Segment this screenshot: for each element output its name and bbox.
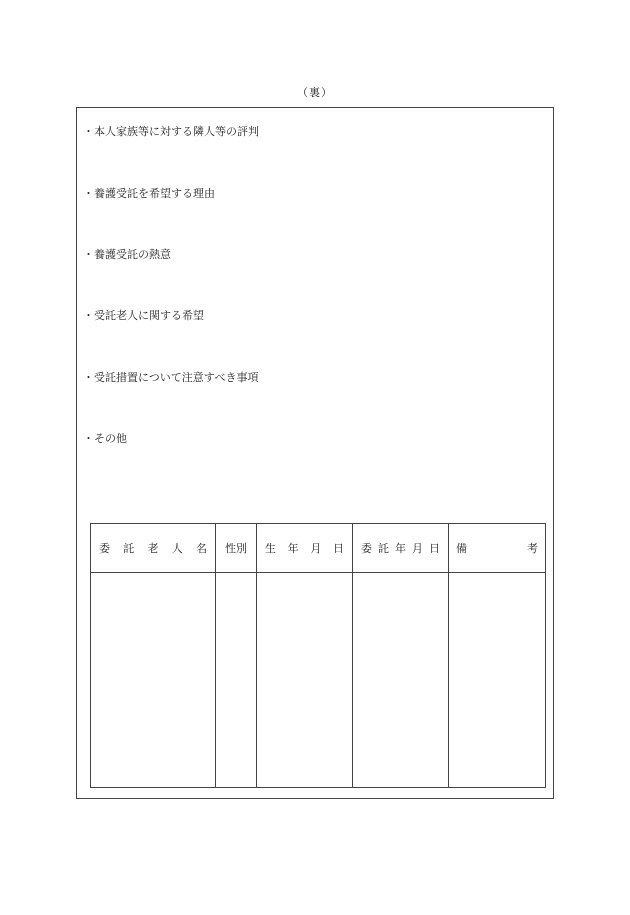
header-char: 備 [456,542,467,555]
cell-remarks[interactable] [449,573,546,788]
section-label: 受託老人に関する希望 [94,309,204,322]
header-char: 託 [123,542,135,555]
header-entrust-date [353,524,449,573]
section-label: 本人家族等に対する隣人等の評判 [94,125,259,138]
header-gender-label: 性別 [225,542,247,555]
header-char: 老 [147,542,159,555]
section-label: その他 [94,432,127,445]
bullet-mark: ・ [83,248,94,261]
header-char: 年 [395,542,406,555]
section-label: 養護受託の熱意 [94,248,171,261]
header-char: 委 [99,542,110,555]
section-label: 養護受託を希望する理由 [94,187,215,200]
table-row [91,573,546,788]
header-char: 日 [429,542,440,555]
cell-entrust-date[interactable] [353,573,449,788]
bullet-mark: ・ [83,432,94,445]
section-preferences [83,309,204,323]
section-label: 受託措置について注意すべき事項 [94,371,259,384]
header-char: 日 [332,542,344,555]
section-reason-for-application [83,187,215,201]
header-char: 生 [265,542,276,555]
section-other [83,432,127,446]
bullet-mark: ・ [83,309,94,322]
header-char: 人 [171,542,183,555]
bullet-mark: ・ [83,125,94,138]
section-precautions [83,371,259,385]
cell-birth-date[interactable] [257,573,353,788]
page-side-label: （裏） [297,86,333,99]
form-frame [76,107,554,799]
header-char: 月 [310,542,322,555]
header-char: 年 [287,542,299,555]
table-header-row [91,524,546,573]
header-gender [216,524,257,573]
header-char: 月 [412,542,423,555]
header-char: 託 [378,542,389,555]
header-char: 委 [361,542,372,555]
section-enthusiasm [83,248,171,262]
header-char: 名 [196,542,207,555]
header-birth-date [257,524,353,573]
header-char: 考 [527,542,538,555]
section-neighbor-reputation [83,125,259,139]
entrusted-elderly-table [90,523,546,788]
bullet-mark: ・ [83,187,94,200]
header-elderly-name [91,524,216,573]
bullet-mark: ・ [83,371,94,384]
cell-gender[interactable] [216,573,257,788]
header-remarks [449,524,546,573]
cell-elderly-name[interactable] [91,573,216,788]
